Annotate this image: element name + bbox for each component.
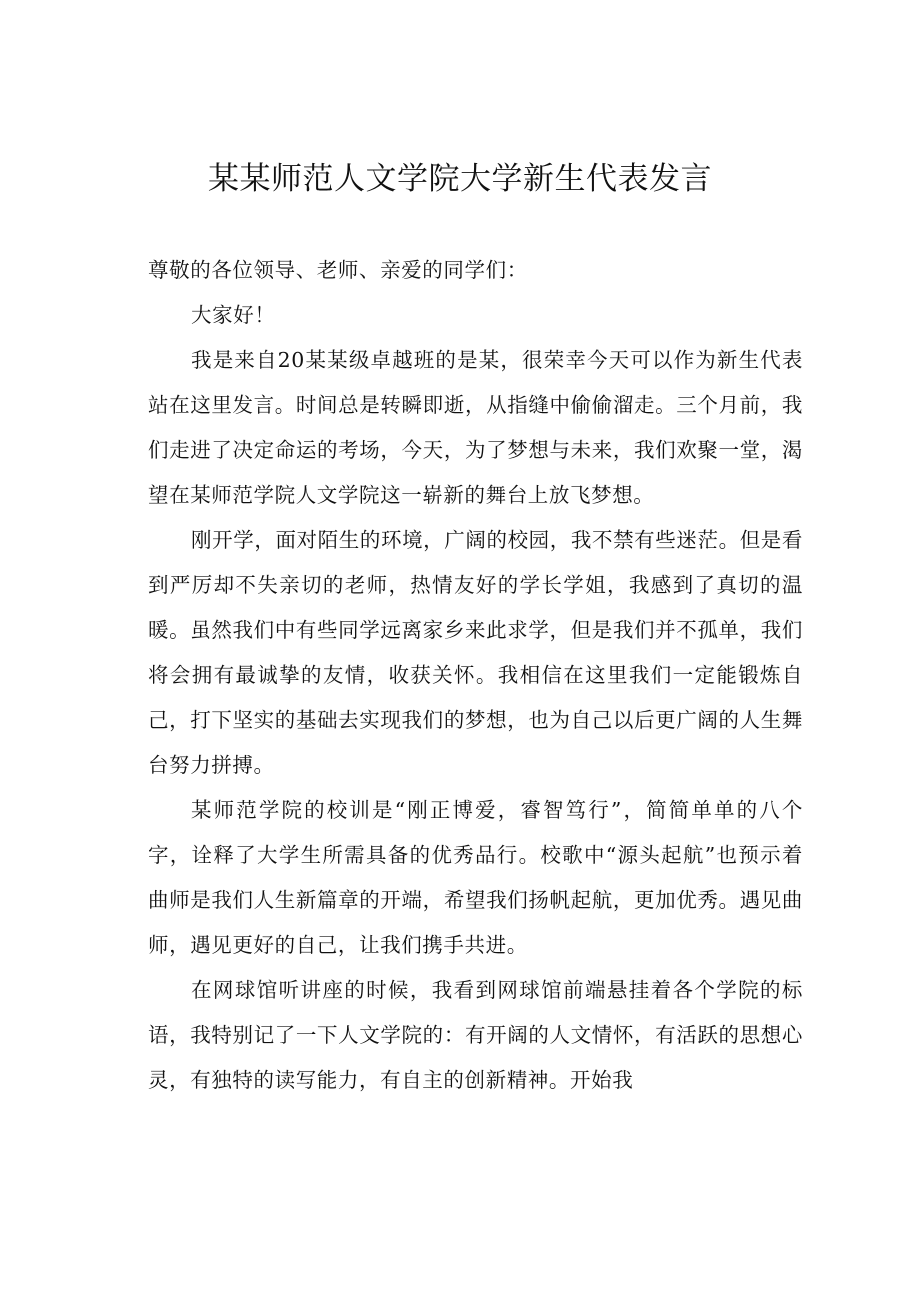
paragraph-school-motto: 某师范学院的校训是“刚正博爱，睿智笃行”，简简单单的八个字，诠释了大学生所需具备的优秀品行。校歌中“源头起航”也预示着曲师是我们人生新篇章的开端，希望我们扬帆起航，更加优秀。遇见曲师，遇见更好的自己，让我们携手共进。 xyxy=(148,798,803,957)
paragraph-greeting: 大家好！ xyxy=(191,303,276,327)
salutation: 尊敬的各位领导、老师、亲爱的同学们： xyxy=(148,258,528,282)
document-title: 某某师范人文学院大学新生代表发言 xyxy=(208,161,712,197)
paragraph-introduction: 我是来自20某某级卓越班的是某，很荣幸今天可以作为新生代表站在这里发言。时间总是转瞬即逝，从指缝中偷偷溜走。三个月前，我们走进了决定命运的考场，今天，为了梦想与未来，我们欢聚一堂，渴望在某师范学院人文学院这一崭新的舞台上放飞梦想。 xyxy=(148,348,803,507)
document-body xyxy=(148,248,803,1103)
paragraph-tennis-hall: 在网球馆听讲座的时候，我看到网球馆前端悬挂着各个学院的标语，我特别记了一下人文学院的：有开阔的人文情怀，有活跃的思想心灵，有独特的读写能力，有自主的创新精神。开始我 xyxy=(148,978,803,1092)
paragraph-first-impressions: 刚开学，面对陌生的环境，广阔的校园，我不禁有些迷茫。但是看到严厉却不失亲切的老师，热情友好的学长学姐，我感到了真切的温暖。虽然我们中有些同学远离家乡来此求学，但是我们并不孤单，我们将会拥有最诚挚的友情，收获关怀。我相信在这里我们一定能锻炼自己，打下坚实的基础去实现我们的梦想，也为自己以后更广阔的人生舞台努力拼搏。 xyxy=(148,528,803,777)
